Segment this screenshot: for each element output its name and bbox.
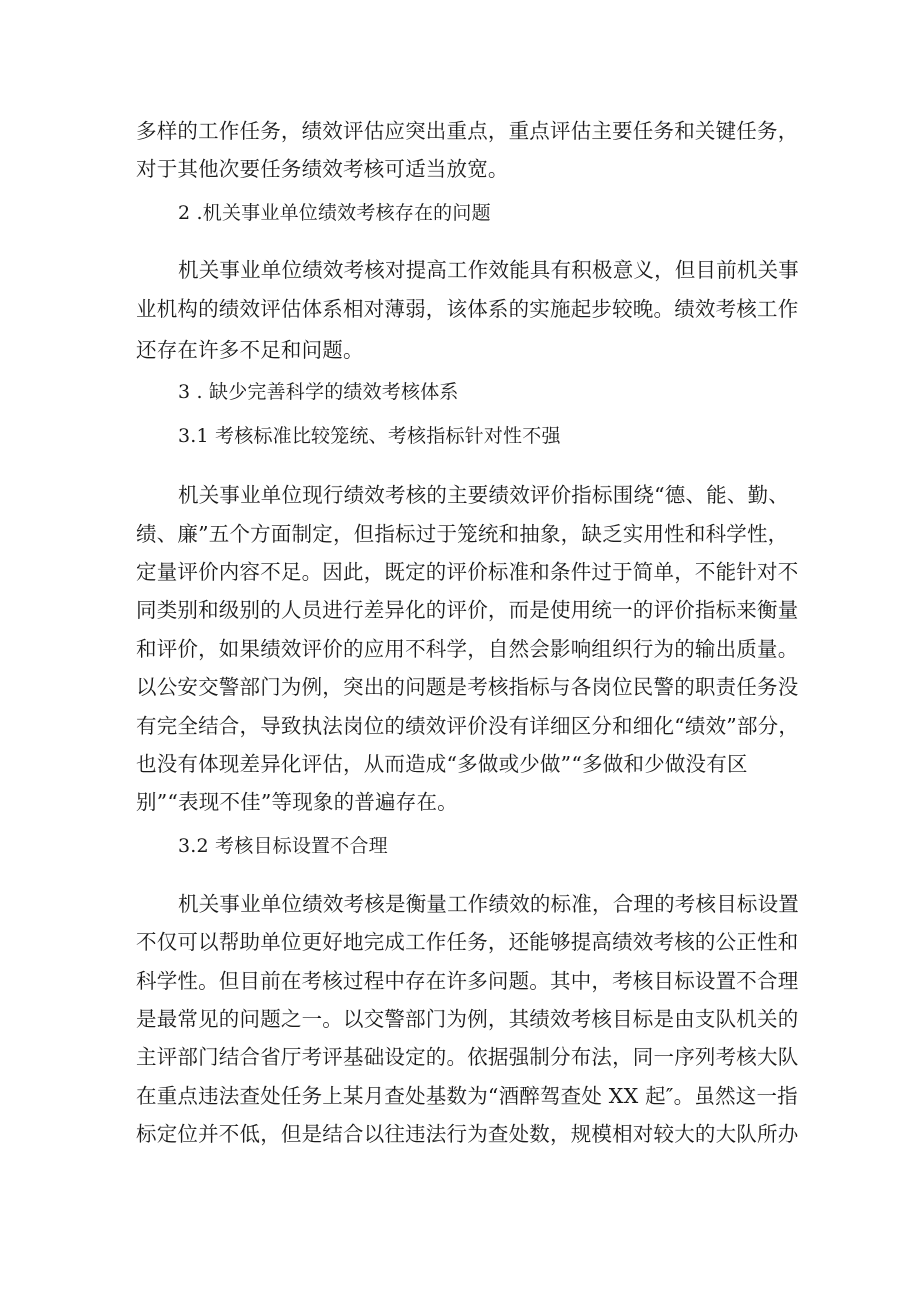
text-line: 还存在许多不足和问题。: [136, 338, 364, 362]
section-heading: 3 . 缺少完善科学的绩效考核体系: [178, 381, 459, 403]
text-line: 也没有体现差异化评估，从而造成“多做或少做”“多做和少做没有区: [136, 752, 748, 776]
text-line: 以公安交警部门为例，突出的问题是考核指标与各岗位民警的职责任务没: [136, 675, 799, 699]
section-heading: 2 .机关事业单位绩效考核存在的问题: [178, 202, 491, 224]
text-line: 主评部门结合省厅考评基础设定的。依据强制分布法，同一序列考核大队: [136, 1045, 799, 1069]
text-line: 绩、廉”五个方面制定，但指标过于笼统和抽象，缺乏实用性和科学性，: [136, 522, 789, 546]
text-line: 有完全结合，导致执法岗位的绩效评价没有详细区分和细化“绩效”部分，: [136, 714, 800, 738]
text-line: 别”“表现不佳”等现象的普遍存在。: [136, 790, 458, 814]
text-line: 对于其他次要任务绩效考核可适当放宽。: [136, 157, 509, 181]
paragraph-first-line: 机关事业单位现行绩效考核的主要绩效评价指标围绕“德、能、勤、: [178, 483, 789, 507]
text-line: 科学性。但目前在考核过程中存在许多问题。其中，考核目标设置不合理: [136, 969, 799, 993]
paragraph-first-line: 机关事业单位绩效考核对提高工作效能具有积极意义，但目前机关事: [178, 258, 799, 282]
text-line: 标定位并不低，但是结合以往违法行为查处数，规模相对较大的大队所办: [136, 1122, 799, 1146]
text-line: 多样的工作任务，绩效评估应突出重点，重点评估主要任务和关键任务，: [136, 119, 799, 143]
text-line: 在重点违法查处任务上某月查处基数为“酒醉驾查处 XX 起″。虽然这一指: [136, 1084, 798, 1108]
paragraph-first-line: 机关事业单位绩效考核是衡量工作绩效的标准，合理的考核目标设置: [178, 892, 799, 916]
subsection-heading: 3.2 考核目标设置不合理: [178, 835, 388, 857]
subsection-heading: 3.1 考核标准比较笼统、考核指标针对性不强: [178, 425, 561, 447]
text-line: 业机构的绩效评估体系相对薄弱，该体系的实施起步较晚。绩效考核工作: [136, 297, 799, 321]
text-line: 定量评价内容不足。因此，既定的评价标准和条件过于简单，不能针对不: [136, 560, 799, 584]
text-line: 不仅可以帮助单位更好地完成工作任务，还能够提高绩效考核的公正性和: [136, 930, 799, 954]
text-line: 同类别和级别的人员进行差异化的评价，而是使用统一的评价指标来衡量: [136, 598, 799, 622]
text-line: 和评价，如果绩效评价的应用不科学，自然会影响组织行为的输出质量。: [136, 637, 799, 661]
text-line: 是最常见的问题之一。以交警部门为例，其绩效考核目标是由支队机关的: [136, 1007, 799, 1031]
